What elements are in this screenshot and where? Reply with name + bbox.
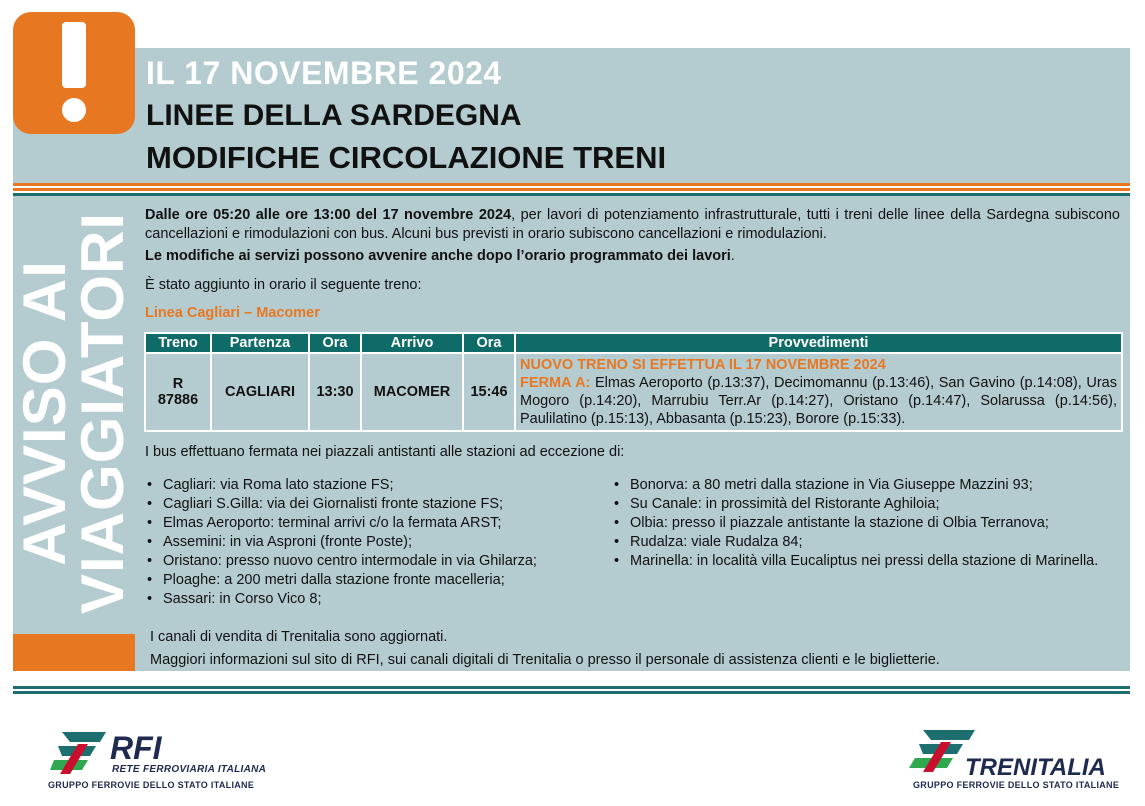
cell-arrivo: MACOMER: [361, 353, 463, 431]
col-ora-partenza: Ora: [309, 333, 361, 353]
stops-list-left: [145, 476, 595, 609]
list-item: • Oristano: presso nuovo centro intermodale in via Ghilarza;: [145, 552, 595, 571]
trenitalia-logo: [905, 724, 1120, 794]
table-header-row: [145, 333, 1122, 353]
cell-provvedimenti: [515, 353, 1122, 431]
line-name: Linea Cagliari – Macomer: [145, 305, 320, 321]
sidebar-title: AVVISO AI VIAGGIATORI: [11, 211, 136, 615]
col-ora-arrivo: Ora: [463, 333, 515, 353]
col-partenza: Partenza: [211, 333, 309, 353]
prov-title: NUOVO TRENO SI EFFETTUA IL 17 NOVEMBRE 2024: [520, 357, 886, 373]
list-item: • Rudalza: viale Rudalza 84;: [612, 533, 1120, 552]
title-line2: MODIFICHE CIRCOLAZIONE TRENI: [146, 140, 667, 175]
bus-paragraph: I bus effettuano fermata nei piazzali antistanti alle stazioni ad eccezione di:: [145, 444, 625, 460]
sidebar-orange-block: [13, 634, 135, 671]
col-arrivo: Arrivo: [361, 333, 463, 353]
list-item: • Ploaghe: a 200 metri dalla stazione fronte macelleria;: [145, 571, 595, 590]
col-treno: Treno: [145, 333, 211, 353]
notice-date: IL 17 NOVEMBRE 2024: [146, 55, 502, 91]
warning-end: .: [730, 248, 735, 264]
trenitalia-group: GRUPPO FERROVIE DELLO STATO ITALIANE: [913, 780, 1120, 790]
rfi-name: RFI: [110, 730, 162, 766]
title-line1: LINEE DELLA SARDEGNA: [146, 99, 522, 132]
cell-partenza: CAGLIARI: [211, 353, 309, 431]
stops-list-right: [612, 476, 1120, 571]
rfi-logo: [48, 724, 278, 794]
warning-text: Le modifiche ai servizi possono avvenire anche dopo l’orario programmato dei lavori: [145, 248, 731, 264]
footer-divider: [13, 686, 1130, 694]
cell-treno: R 87886: [145, 353, 211, 431]
exclamation-dot: [62, 98, 86, 122]
col-provvedimenti: Provvedimenti: [515, 333, 1122, 353]
rfi-group: GRUPPO FERROVIE DELLO STATO ITALIANE: [48, 780, 255, 790]
exclamation-bar: [62, 22, 86, 88]
list-item: • Cagliari: via Roma lato stazione FS;: [145, 476, 595, 495]
cell-ora-partenza: 13:30: [309, 353, 361, 431]
warning-paragraph: [145, 247, 1120, 266]
intro-rest: , per lavori di potenziamento infrastrutturale, tutti i treni delle linee della Sardegna subiscono cancellazioni e rimodulazioni con bus. Alcuni bus previsti in orario subiscono cancellazioni e rimodulazioni.: [145, 207, 1120, 242]
rfi-subtitle: RETE FERROVIARIA ITALIANA: [112, 764, 267, 775]
intro-bold: Dalle ore 05:20 alle ore 13:00 del 17 novembre 2024: [145, 207, 512, 223]
list-item: • Bonorva: a 80 metri dalla stazione in Via Giuseppe Mazzini 93;: [612, 476, 1120, 495]
list-item: • Assemini: in via Aspronі (fronte Poste);: [145, 533, 595, 552]
list-item: • Olbia: presso il piazzale antistante la stazione di Olbia Terranova;: [612, 514, 1120, 533]
table-row: [145, 353, 1122, 431]
list-item: • Elmas Aeroporto: terminal arrivi c/o la fermata ARST;: [145, 514, 595, 533]
list-item: • Marinella: in località villa Eucaliptus nei pressi della stazione di Marinella.: [612, 552, 1120, 571]
trenitalia-name: TRENITALIA: [965, 754, 1106, 781]
footer-line1: I canali di vendita di Trenitalia sono aggiornati.: [150, 629, 448, 645]
intro-paragraph: [145, 206, 1120, 244]
list-item: • Su Canale: in prossimità del Ristorante Aghiloia;: [612, 495, 1120, 514]
added-train-paragraph: È stato aggiunto in orario il seguente treno:: [145, 277, 422, 293]
fs-mark-icon: [48, 728, 108, 778]
prov-ferma-text: Elmas Aeroporto (p.13:37), Decimomannu (p.13:46), San Gavino (p.14:08), Uras Mogoro (p.14:20), Marrubiu Terr.Ar (p.14:27), Oristano (p.14:47), Solarussa (p.14:56), Paulilatino (p.15:13), Abbasanta (p.15:23), Borore (p.15:33).: [520, 375, 1117, 427]
prov-ferma-label: FERMA A:: [520, 375, 591, 391]
list-item: • Sassari: in Corso Vico 8;: [145, 590, 595, 609]
schedule-table: [144, 332, 1123, 432]
cell-ora-arrivo: 15:46: [463, 353, 515, 431]
warning-icon: [13, 12, 135, 134]
list-item: • Cagliari S.Gilla: via dei Giornalisti fronte stazione FS;: [145, 495, 595, 514]
header-divider: [13, 183, 1130, 196]
footer-line2: Maggiori informazioni sul sito di RFI, sui canali digitali di Trenitalia o presso il personale di assistenza clienti e le biglietterie.: [150, 652, 940, 668]
